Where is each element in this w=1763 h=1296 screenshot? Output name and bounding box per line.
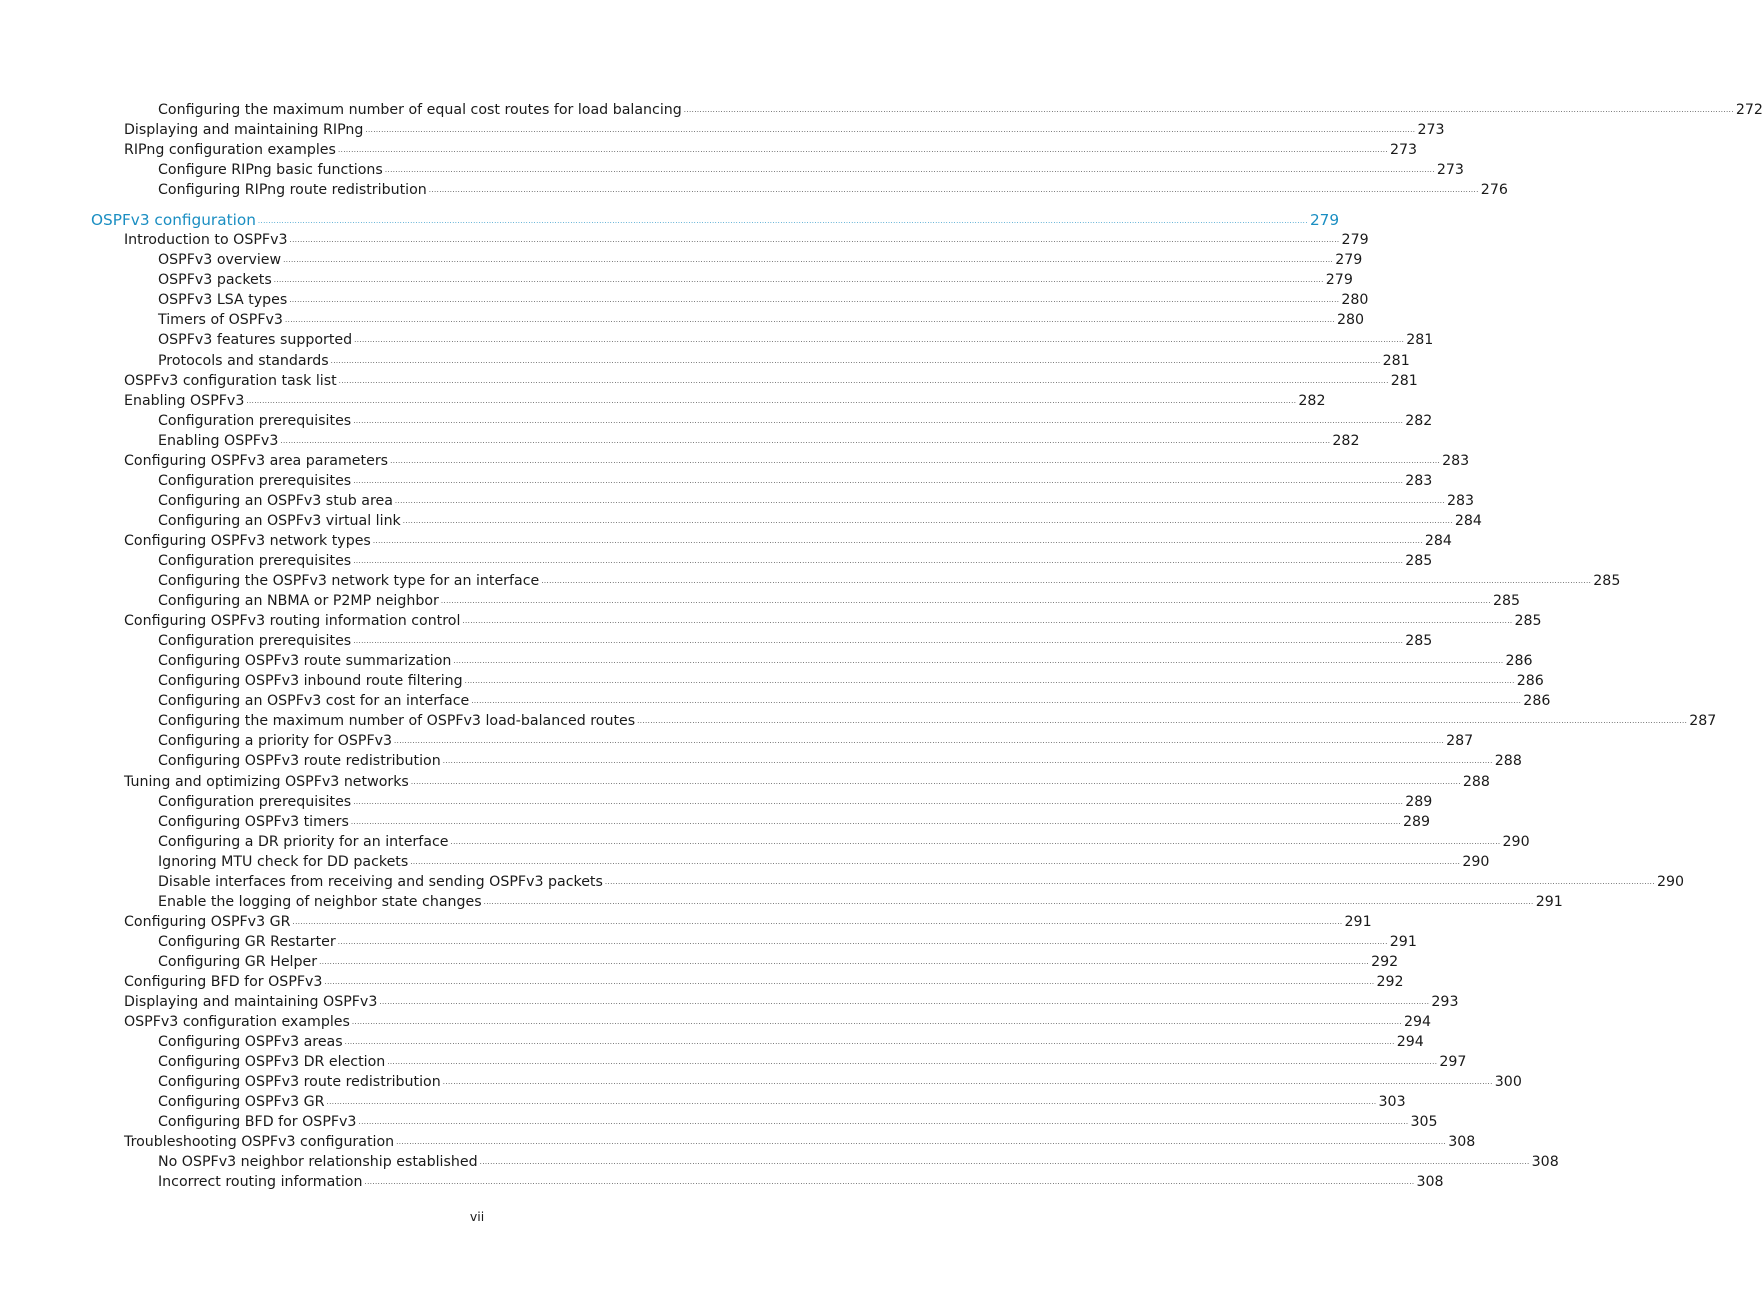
toc-entry-title: Configuring an NBMA or P2MP neighbor — [158, 593, 439, 610]
toc-entry-title: Configuring BFD for OSPFv3 — [124, 973, 323, 990]
toc-entry-title: Troubleshooting OSPFv3 configuration — [124, 1134, 395, 1151]
toc-entry[interactable] — [158, 892, 1563, 912]
dot-leader: ················································································································································································································································································································································································································ — [410, 859, 1461, 868]
toc-entry-title: Introduction to OSPFv3 — [124, 232, 288, 249]
toc-entry[interactable] — [124, 972, 1404, 992]
toc-entry[interactable] — [124, 451, 1470, 471]
toc-entry-page: 279 — [1309, 211, 1340, 230]
toc-entry[interactable] — [124, 992, 1459, 1012]
toc-entry-page: 283 — [1405, 472, 1433, 489]
toc-entry-page: 308 — [1531, 1154, 1559, 1171]
toc-entry[interactable] — [158, 711, 1717, 731]
toc-entry[interactable] — [158, 330, 1434, 350]
toc-entry-page: 272 — [1735, 102, 1763, 118]
toc-entry[interactable] — [158, 471, 1433, 491]
toc-entry-title: Configuring OSPFv3 GR — [124, 913, 291, 930]
dot-leader: ················································································································································································································································································································································································································ — [353, 799, 1404, 808]
toc-entry[interactable] — [158, 411, 1433, 431]
dot-leader: ················································································································································································································································································································································································································ — [324, 979, 1375, 988]
toc-entry[interactable] — [124, 371, 1418, 391]
toc-entry-page: 291 — [1344, 913, 1372, 930]
dot-leader: ················································································································································································································································································································································································································ — [319, 959, 1370, 968]
dot-leader: ················································································································································································································································································································································································································ — [246, 398, 1297, 407]
toc-entry[interactable] — [158, 671, 1544, 691]
toc-entry[interactable] — [158, 1072, 1522, 1092]
dot-leader: ················································································································································································································································································································································································································ — [483, 899, 1534, 908]
toc-entry-page: 291 — [1535, 893, 1563, 910]
toc-entry-title: OSPFv3 LSA types — [158, 292, 288, 309]
toc-entry[interactable] — [158, 100, 1763, 120]
dot-leader: ················································································································································································································································································································································································································ — [292, 919, 1343, 928]
toc-entry[interactable] — [158, 160, 1464, 180]
toc-entry-title: Configuration prerequisites — [158, 793, 352, 810]
toc-entry-title: Configuring OSPFv3 timers — [158, 813, 349, 830]
dot-leader: ················································································································································································································································································································································································································ — [683, 108, 1734, 116]
toc-entry-title: Configuring an OSPFv3 virtual link — [158, 512, 401, 529]
dot-leader: ················································································································································································································································································································································································································ — [330, 358, 1381, 367]
dot-leader: ················································································································································································································································································································································································································ — [257, 219, 1308, 228]
toc-entry-title: Configuring an OSPFv3 stub area — [158, 492, 393, 509]
toc-entry-page: 276 — [1480, 182, 1508, 199]
dot-leader: ················································································································································································································································································································································································································ — [394, 739, 1445, 748]
dot-leader: ················································································································································································································································································································································································································ — [387, 1060, 1438, 1069]
toc-entry-title: Configuration prerequisites — [158, 412, 352, 429]
toc-entry[interactable] — [158, 731, 1474, 751]
dot-leader: ················································································································································································································································································································································································································ — [410, 779, 1461, 788]
toc-entry[interactable] — [158, 1032, 1424, 1052]
toc-entry-page: 285 — [1593, 573, 1621, 590]
dot-leader: ················································································································································································································································································································································································································ — [353, 558, 1404, 567]
toc-entry-page: 290 — [1462, 853, 1490, 870]
dot-leader: ················································································································································································································································································································································································································ — [338, 378, 1389, 387]
toc-entry-page: 279 — [1325, 272, 1353, 289]
toc-entry[interactable] — [158, 511, 1482, 531]
toc-entry-title: Configuring OSPFv3 GR — [158, 1094, 325, 1111]
dot-leader: ················································································································································································································································································································································································································ — [450, 839, 1501, 848]
toc-entry-page: 282 — [1405, 412, 1433, 429]
toc-entry[interactable] — [124, 140, 1418, 160]
dot-leader: ················································································································································································································································································································································································································ — [471, 699, 1522, 708]
toc-entry-title: Configuring GR Restarter — [158, 933, 336, 950]
toc-entry-title: OSPFv3 packets — [158, 272, 272, 289]
toc-entry[interactable] — [158, 591, 1521, 611]
dot-leader: ················································································································································································································································································································································································································ — [358, 1120, 1409, 1129]
toc-entry-title: Configuring the OSPFv3 network type for an interface — [158, 573, 540, 590]
dot-leader: ················································································································································································································································································································································································································ — [280, 438, 1331, 447]
toc-entry-title: Incorrect routing information — [158, 1174, 363, 1191]
toc-entry-title: Configuring OSPFv3 route summarization — [158, 653, 452, 670]
toc-entry-page: 283 — [1442, 452, 1470, 469]
toc-entry-title: Configuring RIPng route redistribution — [158, 182, 427, 199]
toc-entry-title: Configuration prerequisites — [158, 472, 352, 489]
toc-entry-page: 273 — [1417, 122, 1445, 139]
dot-leader: ················································································································································································································································································································································································································ — [289, 298, 1340, 307]
dot-leader: ················································································································································································································································································································································································································ — [353, 418, 1404, 427]
toc-entry-title: Enable the logging of neighbor state changes — [158, 893, 482, 910]
toc-entry-page: 287 — [1689, 713, 1717, 730]
toc-entry-page: 294 — [1403, 1014, 1432, 1031]
toc-entry-page: 281 — [1406, 332, 1434, 349]
toc-entry[interactable] — [158, 651, 1533, 671]
dot-leader: ················································································································································································································································································································································································································ — [453, 659, 1504, 668]
toc-entry-page: 284 — [1424, 532, 1452, 549]
dot-leader: ················································································································································································································································································································································································································ — [289, 238, 1340, 247]
toc-entry[interactable] — [158, 351, 1410, 371]
table-of-contents — [0, 100, 1763, 1192]
toc-entry[interactable] — [158, 792, 1433, 812]
dot-leader: ················································································································································································································································································································································································································ — [365, 128, 1416, 137]
toc-entry[interactable] — [124, 1012, 1432, 1032]
dot-leader: ················································································································································································································································································································································································································ — [337, 148, 1388, 157]
toc-entry-title: Configuring OSPFv3 network types — [124, 532, 371, 549]
toc-entry-title: Configuring OSPFv3 DR election — [158, 1054, 386, 1071]
dot-leader: ················································································································································································································································································································································································································ — [541, 579, 1592, 588]
dot-leader: ················································································································································································································································································································································································································ — [462, 619, 1513, 628]
dot-leader: ················································································································································································································································································································································································································ — [637, 719, 1688, 728]
toc-entry-title: OSPFv3 configuration examples — [124, 1014, 350, 1031]
toc-entry-page: 292 — [1376, 973, 1404, 990]
toc-entry-page: 286 — [1505, 653, 1533, 670]
toc-entry-title: Configuring OSPFv3 area parameters — [124, 452, 389, 469]
toc-entry-title: Configuring BFD for OSPFv3 — [158, 1114, 357, 1131]
toc-entry[interactable] — [124, 120, 1445, 140]
toc-entry-title: Timers of OSPFv3 — [158, 312, 283, 329]
toc-entry-title: Protocols and standards — [158, 352, 329, 369]
toc-entry-title: OSPFv3 features supported — [158, 332, 353, 349]
dot-leader: ················································································································································································································································································································································································································ — [351, 1020, 1402, 1029]
toc-entry[interactable] — [158, 1152, 1559, 1172]
toc-entry[interactable] — [158, 1052, 1467, 1072]
dot-leader: ················································································································································································································································································································································································································ — [344, 1040, 1395, 1049]
toc-entry-title: OSPFv3 overview — [158, 252, 282, 269]
toc-entry[interactable] — [158, 491, 1475, 511]
toc-entry-title: Enabling OSPFv3 — [158, 432, 279, 449]
dot-leader: ················································································································································································································································································································································································································ — [442, 759, 1493, 768]
dot-leader: ················································································································································································································································································································································································································ — [394, 498, 1445, 507]
toc-entry[interactable] — [158, 952, 1399, 972]
toc-entry-page: 289 — [1402, 813, 1431, 830]
dot-leader: ················································································································································································································································································································································································································ — [372, 538, 1423, 547]
toc-entry-page: 273 — [1436, 162, 1464, 179]
toc-entry-page: 305 — [1410, 1114, 1438, 1131]
toc-entry-page: 282 — [1332, 432, 1360, 449]
toc-entry-page: 281 — [1382, 352, 1410, 369]
dot-leader: ················································································································································································································································································································································································································ — [464, 679, 1515, 688]
dot-leader: ················································································································································································································································································································································································································ — [326, 1100, 1377, 1109]
toc-entry-page: 303 — [1378, 1094, 1406, 1111]
toc-entry-page: 279 — [1341, 232, 1369, 249]
toc-entry-title: Displaying and maintaining OSPFv3 — [124, 994, 378, 1011]
dot-leader: ················································································································································································································································································································································································································ — [402, 518, 1453, 527]
dot-leader: ················································································································································································································································································································································································································ — [604, 879, 1655, 888]
toc-entry-title: Ignoring MTU check for DD packets — [158, 853, 409, 870]
toc-entry-title: Configuring a priority for OSPFv3 — [158, 733, 393, 750]
toc-entry[interactable] — [158, 1092, 1406, 1112]
dot-leader: ················································································································································································································································································································································································································ — [337, 939, 1388, 948]
toc-entry-title: RIPng configuration examples — [124, 142, 336, 159]
toc-chapter-entry[interactable] — [91, 210, 1340, 230]
toc-entry-page: 280 — [1341, 292, 1369, 309]
toc-entry-title: Configuring OSPFv3 inbound route filtering — [158, 673, 463, 690]
dot-leader: ················································································································································································································································································································································································································ — [273, 278, 1324, 287]
toc-entry-page: 280 — [1337, 312, 1365, 329]
dot-leader: ················································································································································································································································································································································································································ — [396, 1140, 1447, 1149]
toc-entry[interactable] — [158, 270, 1353, 290]
toc-entry-page: 282 — [1298, 392, 1326, 409]
toc-entry-page: 285 — [1405, 633, 1433, 650]
toc-entry-page: 290 — [1502, 833, 1530, 850]
toc-entry-page: 291 — [1389, 933, 1417, 950]
toc-entry-page: 279 — [1335, 252, 1363, 269]
dot-leader: ················································································································································································································································································································································································································ — [364, 1180, 1415, 1189]
toc-entry-title: Configuring a DR priority for an interface — [158, 833, 449, 850]
dot-leader: ················································································································································································································································································································································································································ — [384, 168, 1435, 177]
toc-entry[interactable] — [158, 250, 1363, 270]
dot-leader: ················································································································································································································································································································································································································ — [353, 478, 1404, 487]
toc-entry-page: 308 — [1448, 1134, 1476, 1151]
toc-entry-title: Configuring the maximum number of equal cost routes for load balancing — [158, 102, 682, 118]
dot-leader: ················································································································································································································································································································································································································ — [440, 599, 1491, 608]
toc-entry-title: Configuring GR Helper — [158, 953, 318, 970]
dot-leader: ················································································································································································································································································································································································································ — [353, 639, 1404, 648]
toc-entry-page: 292 — [1371, 953, 1399, 970]
toc-entry-title: Configuring OSPFv3 route redistribution — [158, 1074, 441, 1091]
toc-entry-page: 288 — [1494, 753, 1522, 770]
toc-entry[interactable] — [158, 551, 1433, 571]
toc-entry-title: OSPFv3 configuration task list — [124, 372, 337, 389]
dot-leader: ················································································································································································································································································································································································································ — [379, 1000, 1430, 1009]
toc-entry[interactable] — [158, 1172, 1444, 1192]
toc-entry-page: 294 — [1396, 1034, 1424, 1051]
toc-entry-title: Enabling OSPFv3 — [124, 392, 245, 409]
toc-entry[interactable] — [158, 180, 1508, 200]
toc-entry[interactable] — [158, 571, 1621, 591]
dot-leader: ················································································································································································································································································································································································································ — [390, 458, 1441, 467]
toc-entry-title: Configure RIPng basic functions — [158, 162, 383, 179]
toc-entry-title: Configuring OSPFv3 areas — [158, 1034, 343, 1051]
toc-entry[interactable] — [158, 751, 1522, 771]
toc-entry[interactable] — [124, 230, 1369, 250]
toc-entry-page: 284 — [1454, 512, 1482, 529]
toc-entry-title: Configuring OSPFv3 routing information control — [124, 613, 461, 630]
page-number: vii — [469, 1209, 485, 1224]
toc-entry-title: No OSPFv3 neighbor relationship established — [158, 1154, 478, 1171]
dot-leader: ················································································································································································································································································································································································································ — [442, 1080, 1493, 1089]
toc-entry-title: Displaying and maintaining RIPng — [124, 122, 364, 139]
toc-entry-page: 308 — [1416, 1174, 1444, 1191]
toc-entry[interactable] — [158, 290, 1369, 310]
toc-entry[interactable] — [124, 772, 1490, 792]
toc-entry-page: 286 — [1523, 693, 1551, 710]
toc-entry-page: 281 — [1390, 372, 1418, 389]
toc-entry-title: OSPFv3 configuration — [91, 211, 256, 230]
toc-entry[interactable] — [158, 631, 1433, 651]
toc-entry[interactable] — [124, 391, 1326, 411]
toc-entry-page: 273 — [1389, 142, 1418, 159]
toc-entry[interactable] — [158, 691, 1551, 711]
toc-entry-title: Tuning and optimizing OSPFv3 networks — [124, 773, 409, 790]
dot-leader: ················································································································································································································································································································································································································ — [350, 819, 1401, 828]
toc-entry-page: 290 — [1656, 873, 1685, 890]
toc-entry-title: Configuring an OSPFv3 cost for an interface — [158, 693, 470, 710]
toc-entry[interactable] — [124, 531, 1452, 551]
toc-entry[interactable] — [158, 932, 1417, 952]
dot-leader: ················································································································································································································································································································································································································ — [284, 318, 1335, 327]
dot-leader: ················································································································································································································································································································································································································ — [283, 258, 1334, 267]
dot-leader: ················································································································································································································································································································································································································ — [354, 338, 1405, 347]
toc-entry-page: 287 — [1446, 733, 1474, 750]
toc-entry[interactable] — [158, 812, 1431, 832]
toc-entry-title: Disable interfaces from receiving and sending OSPFv3 packets — [158, 873, 603, 890]
toc-entry[interactable] — [158, 310, 1365, 330]
toc-entry-page: 286 — [1516, 673, 1544, 690]
toc-entry-page: 288 — [1462, 773, 1490, 790]
toc-entry[interactable] — [158, 431, 1360, 451]
toc-entry-page: 289 — [1405, 793, 1433, 810]
toc-entry-title: Configuration prerequisites — [158, 633, 352, 650]
toc-entry-page: 293 — [1431, 994, 1459, 1011]
toc-entry-page: 285 — [1492, 593, 1521, 610]
toc-entry-page: 297 — [1439, 1054, 1467, 1071]
toc-entry[interactable] — [124, 611, 1542, 631]
toc-entry[interactable] — [158, 832, 1530, 852]
toc-entry-page: 285 — [1405, 552, 1433, 569]
toc-entry[interactable] — [124, 912, 1372, 932]
toc-entry-page: 283 — [1446, 492, 1475, 509]
toc-entry-page: 300 — [1494, 1074, 1522, 1091]
toc-entry[interactable] — [158, 1112, 1438, 1132]
toc-entry[interactable] — [158, 852, 1490, 872]
toc-entry[interactable] — [124, 1132, 1476, 1152]
dot-leader: ················································································································································································································································································································································································································ — [428, 188, 1479, 197]
toc-entry-title: Configuration prerequisites — [158, 552, 352, 569]
toc-entry-title: Configuring OSPFv3 route redistribution — [158, 753, 441, 770]
toc-entry-page: 285 — [1514, 613, 1542, 630]
toc-entry-title: Configuring the maximum number of OSPFv3 load-balanced routes — [158, 713, 636, 730]
dot-leader: ················································································································································································································································································································································································································ — [479, 1160, 1530, 1169]
toc-entry[interactable] — [158, 872, 1685, 892]
